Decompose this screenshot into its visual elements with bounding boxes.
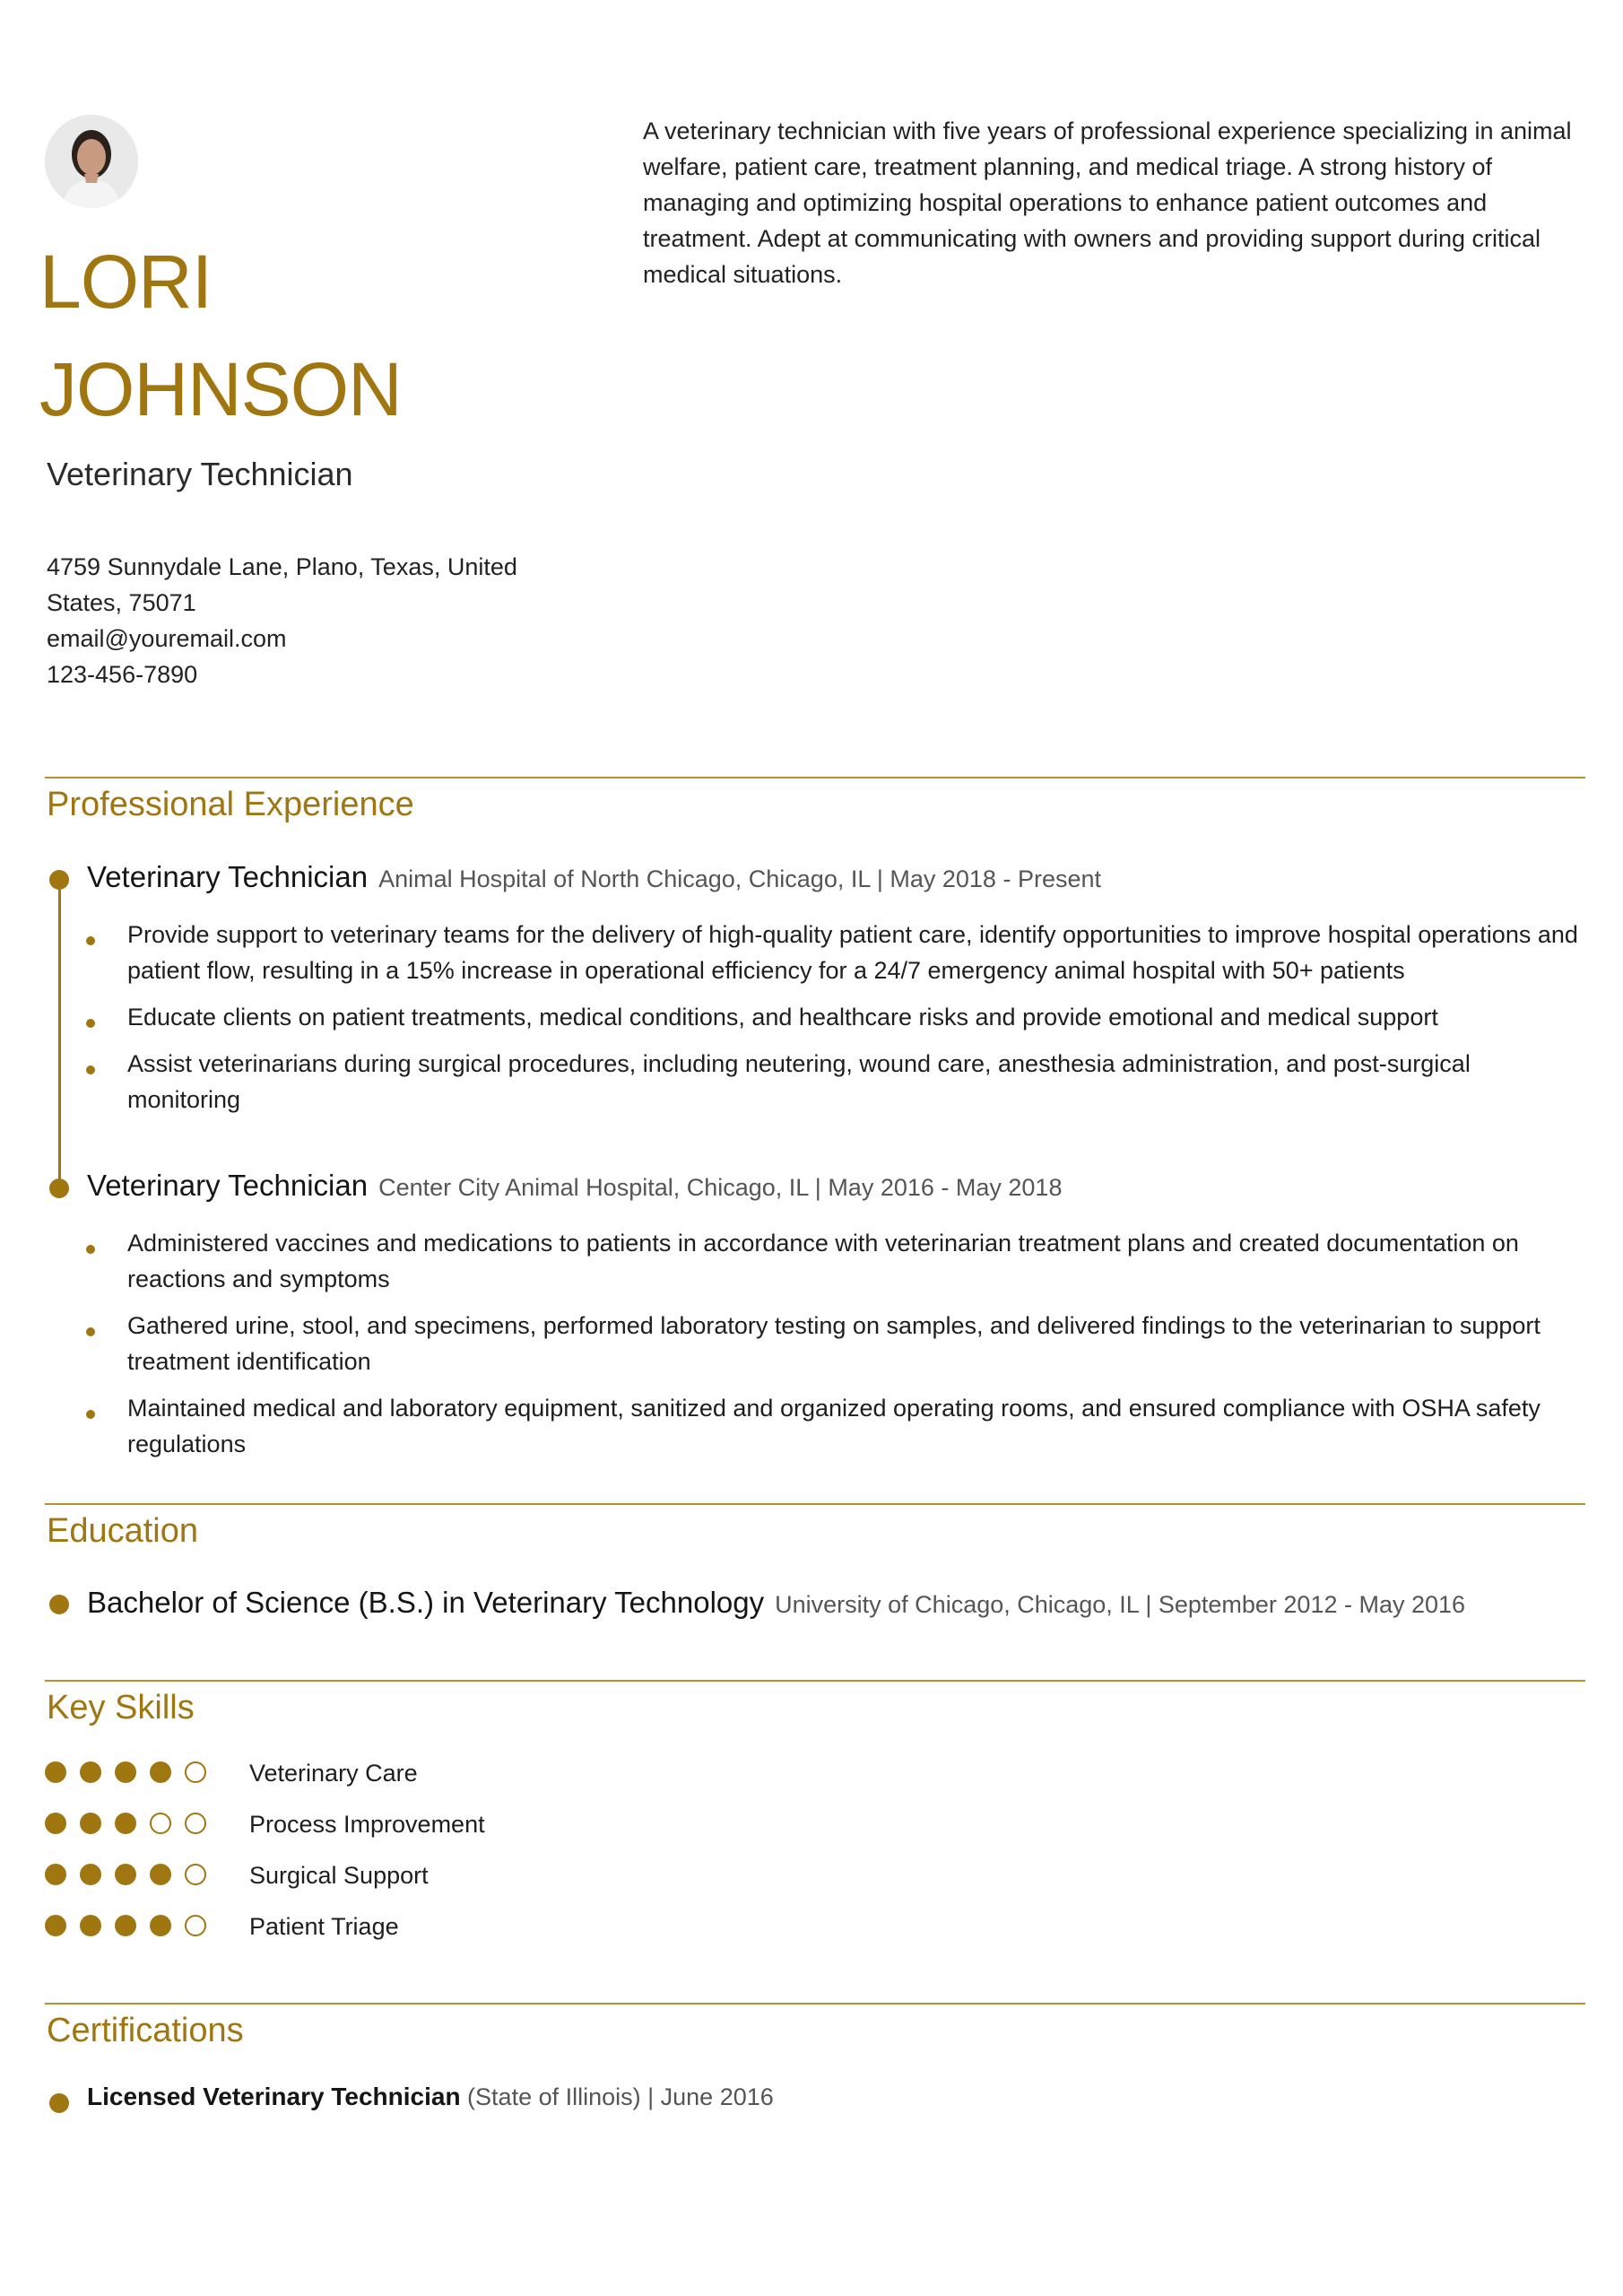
education-dot: [49, 1595, 69, 1614]
rating-dot-empty: [150, 1813, 171, 1834]
list-item: Provide support to veterinary teams for the delivery of high-quality patient care, identify opportunities to improve hospital operations and patient flow, resulting in a 15% increase in operational efficiency for a 24/7 emergency animal hospital with 50+ patients: [86, 917, 1588, 988]
skill-rating: [45, 1864, 215, 1887]
timeline-dot: [49, 870, 69, 890]
certifications-heading: Certifications: [47, 2012, 244, 2049]
education-entry: [87, 1586, 1465, 1620]
education-details: University of Chicago, Chicago, IL | September 2012 - May 2016: [775, 1591, 1466, 1618]
rating-dot-filled: [45, 1915, 66, 1936]
rating-dot-filled: [150, 1864, 171, 1885]
rating-dot-filled: [150, 1761, 171, 1783]
certification-entry: [87, 2083, 774, 2111]
list-item: Administered vaccines and medications to patients in accordance with veterinarian treatment plans and created documentation on reactions and symptoms: [86, 1225, 1588, 1297]
contact-info: [47, 549, 549, 692]
degree: Bachelor of Science (B.S.) in Veterinary Technology: [87, 1586, 765, 1619]
rating-dot-empty: [185, 1813, 206, 1834]
last-name: JOHNSON: [39, 347, 402, 431]
section-divider: [45, 1503, 1585, 1505]
list-item: Maintained medical and laboratory equipment, sanitized and organized operating rooms, and ensured compliance with OSHA safety regulations: [86, 1390, 1588, 1462]
email: email@youremail.com: [47, 625, 287, 652]
list-item: Gathered urine, stool, and specimens, performed laboratory testing on samples, and delivered findings to the veterinarian to support treatment identification: [86, 1308, 1588, 1379]
address-line-2: States, 75071: [47, 589, 196, 616]
certification-details: (State of Illinois) | June 2016: [460, 2083, 774, 2110]
job-bullets: [86, 917, 1588, 1128]
education-heading: Education: [47, 1512, 199, 1550]
section-divider: [45, 2003, 1585, 2005]
job-details: Animal Hospital of North Chicago, Chicago, IL | May 2018 - Present: [378, 865, 1101, 892]
professional-summary: A veterinary technician with five years of professional experience specializing in animal welfare, patient care, treatment planning, and medical triage. A strong history of managing and optimizing hospital operations to enhance patient outcomes and treatment. Adept at communicating with owners and providing support during critical medical situations.: [643, 117, 1572, 288]
rating-dot-filled: [45, 1864, 66, 1885]
rating-dot-filled: [45, 1813, 66, 1834]
person-icon: [45, 115, 138, 208]
skill-rating: [45, 1813, 215, 1836]
rating-dot-filled: [80, 1915, 101, 1936]
rating-dot-filled: [80, 1761, 101, 1783]
rating-dot-filled: [115, 1864, 136, 1885]
section-divider: [45, 777, 1585, 778]
skill-rating: [45, 1761, 215, 1785]
rating-dot-filled: [115, 1761, 136, 1783]
rating-dot-filled: [115, 1915, 136, 1936]
job-role: Veterinary Technician: [87, 860, 369, 893]
timeline-line: [58, 881, 61, 1186]
skill-rating: [45, 1915, 215, 1938]
job-header: [87, 1169, 1062, 1203]
certification-dot: [49, 2093, 69, 2113]
list-item: Assist veterinarians during surgical procedures, including neutering, wound care, anesthesia administration, and post-surgical monitoring: [86, 1046, 1588, 1118]
skill-name: Surgical Support: [249, 1862, 429, 1889]
first-name: LORI: [39, 239, 213, 324]
skill-name: Veterinary Care: [249, 1760, 418, 1787]
certification-name: Licensed Veterinary Technician: [87, 2083, 461, 2110]
section-divider: [45, 1680, 1585, 1682]
job-role: Veterinary Technician: [87, 1169, 369, 1202]
skill-name: Process Improvement: [249, 1811, 485, 1838]
rating-dot-filled: [80, 1864, 101, 1885]
address-line-1: 4759 Sunnydale Lane, Plano, Texas, United: [47, 553, 517, 580]
skills-heading: Key Skills: [47, 1689, 195, 1726]
timeline-dot: [49, 1178, 69, 1198]
skill-name: Patient Triage: [249, 1913, 399, 1940]
list-item: Educate clients on patient treatments, medical conditions, and healthcare risks and provide emotional and medical support: [86, 999, 1588, 1035]
rating-dot-filled: [115, 1813, 136, 1834]
job-bullets: [86, 1225, 1588, 1473]
job-header: [87, 860, 1101, 894]
rating-dot-empty: [185, 1915, 206, 1936]
experience-heading: Professional Experience: [47, 786, 414, 823]
rating-dot-filled: [45, 1761, 66, 1783]
job-details: Center City Animal Hospital, Chicago, IL | May 2016 - May 2018: [378, 1174, 1063, 1201]
rating-dot-filled: [80, 1813, 101, 1834]
rating-dot-empty: [185, 1864, 206, 1885]
rating-dot-empty: [185, 1761, 206, 1783]
profile-photo: [45, 115, 138, 208]
job-title: Veterinary Technician: [47, 456, 353, 492]
phone: 123-456-7890: [47, 661, 198, 688]
rating-dot-filled: [150, 1915, 171, 1936]
